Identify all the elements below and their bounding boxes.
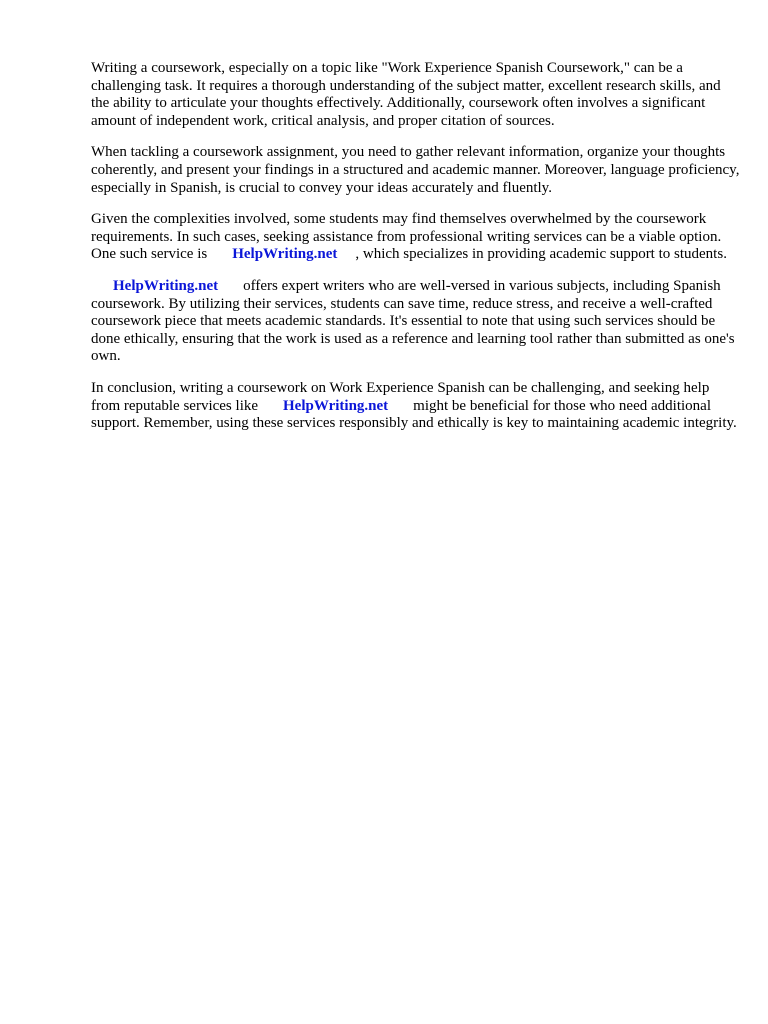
paragraph-intro [91,60,741,130]
paragraph-complexities [91,211,741,264]
paragraph-conclusion-text-end: might be beneficial for those who need additional support. Remember, using these services responsibly and ethically is key to maintaining academic integrity. [91,397,737,432]
helpwriting-link[interactable]: HelpWriting.net [283,397,389,414]
helpwriting-link[interactable]: HelpWriting.net [232,246,338,263]
paragraph-complexities-text-end: , which specializes in providing academic support to students. [355,246,727,263]
paragraph-conclusion [91,380,741,433]
paragraph-helpwriting [91,278,741,366]
paragraph-complexities-text: Given the complexities involved, some students may find themselves overwhelmed by the coursework requirements. In such cases, seeking assistance from professional writing services can be a viable option. One such service is [91,211,722,263]
paragraph-conclusion-text: In conclusion, writing a coursework on Work Experience Spanish can be challenging, and seeking help from reputable services like [91,379,710,414]
paragraph-tackling-text: When tackling a coursework assignment, you need to gather relevant information, organize your thoughts coherently, and present your findings in a structured and academic manner. Moreover, language proficiency, especially in Spanish, is crucial to convey your ideas accurately and fluently. [91,144,740,196]
helpwriting-link[interactable]: HelpWriting.net [113,277,219,294]
paragraph-helpwriting-text: offers expert writers who are well-versed in various subjects, including Spanish coursework. By utilizing their services, students can save time, reduce stress, and receive a well-crafted coursework piece that meets academic standards. It's essential to note that using such services should be done ethically, ensuring that the work is used as a reference and learning tool rather than submitted as one's own. [91,277,735,365]
paragraph-intro-text: Writing a coursework, especially on a topic like "Work Experience Spanish Coursework," can be a challenging task. It requires a thorough understanding of the subject matter, excellent research skills, and the ability to articulate your thoughts effectively. Additionally, coursework often involves a significant amount of independent work, critical analysis, and proper citation of sources. [91,60,721,129]
paragraph-tackling [91,144,741,197]
document-body [91,60,741,447]
